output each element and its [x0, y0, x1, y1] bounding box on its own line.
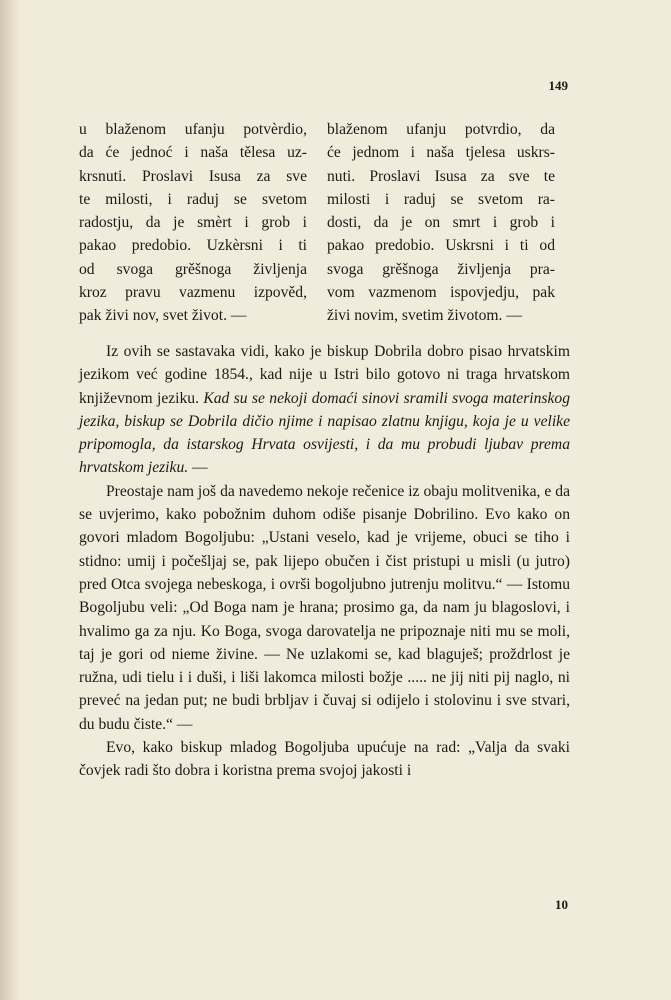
right-column-line: svoga grěšnoga življenja pra- [327, 260, 555, 278]
right-column-modern-orthography [327, 118, 555, 328]
right-column-line: vom vazmenom ispovjedju, pak [327, 284, 555, 302]
paragraph-emphasis: Kad su se nekoji domaći sinovi sramili svoga materinskog jezika, biskup se Dobrila dičio njime i napisao zlatnu knjigu, koja je u velike pripomogla, da istarskog Hrvata osvijesti, i da mu probudi ljubav prema hrvatskom jeziku. [79, 389, 570, 477]
left-column-line: kroz pravu vazmenu izpověd, [79, 284, 307, 302]
left-column-line: te milosti, i raduj se svetom [79, 190, 307, 208]
right-column-line: će jednom i naša tjelesa uskrs- [327, 144, 555, 162]
paragraph-end: — [188, 459, 208, 477]
left-column-line: od svoga grěšnoga življenja [79, 260, 307, 278]
right-column-line: pakao predobio. Uskrsni i ti od [327, 237, 555, 255]
right-column-line: živi novim, svetim životom. — [327, 307, 522, 325]
right-column-line: milosti i raduj se svetom ra- [327, 190, 555, 208]
paragraph-intro: Iz ovih se sastavaka vidi, kako je biskup Dobrila dobro pisao hrvatskim jezikom već godine 1854., kad nije u Istri bilo gotovo ni traga hrvatskom književnom jeziku. [79, 343, 570, 407]
left-column-old-orthography [79, 118, 307, 328]
left-column-line: pakao predobio. Uzkèrsni i ti [79, 237, 307, 255]
paragraph-dobrila-language [79, 340, 570, 480]
body-text [79, 340, 570, 783]
right-column-line: blaženom ufanju potvrdio, da [327, 121, 555, 138]
left-column-line: radostju, da je smèrt i grob i [79, 214, 307, 232]
right-column-line: nuti. Proslavi Isusa za sve te [327, 167, 555, 185]
left-column-line: da će jednoć i naša tělesa uz- [79, 144, 307, 162]
signature-mark: 10 [555, 897, 568, 912]
left-column-line: pak živi nov, svet život. — [79, 307, 247, 325]
left-column-line: u blaženom ufanju potvèrdio, [79, 121, 307, 138]
paragraph-prayer-book-quotes: Preostaje nam još da navedemo nekoje rečenice iz obaju molitvenika, e da se uvjerimo, kako pobožnim duhom odiše pisanje Dobrilino. Evo kako on govori mladom Bogoljubu: „Ustani veselo, kad je vrijeme, obuci se tiho i stidno: umij i počešljaj se, pak lijepo obučen i čist pristupi u misli (u jutro) pred Otca svojega nebeskoga, i ovrši bogoljubno jutrenju molitvu.“ — Istomu Bogoljubu veli: „Od Boga nam je hrana; prosimo ga, da nam ju blagoslovi, i hvalimo ga za nju. Ko Boga, svoga darovatelja ne pripoznaje niti mu se moli, taj je gori od nieme živine. — Ne uzlakomi se, kad blaguješ; proždrlost je ružna, udi tielu i i duši, i liši lakomca milosti božje ..... ne jij niti pij naglo, ni preveć na jedan put; ne budi brbljav i čuvaj si odijelo i stolovinu i sve stvari, du budu čiste.“ — [79, 482, 570, 733]
paragraph-work-advice: Evo, kako biskup mladog Bogoljuba upućuje na rad: „Valja da svaki čovjek radi što dobra i koristna prema svojoj jakosti i [79, 739, 570, 780]
book-gutter-shadow [0, 0, 20, 1000]
page-number: 149 [548, 78, 568, 93]
right-column-line: dosti, da je on smrt i grob i [327, 214, 555, 232]
left-column-line: krsnuti. Proslavi Isusa za sve [79, 167, 307, 185]
